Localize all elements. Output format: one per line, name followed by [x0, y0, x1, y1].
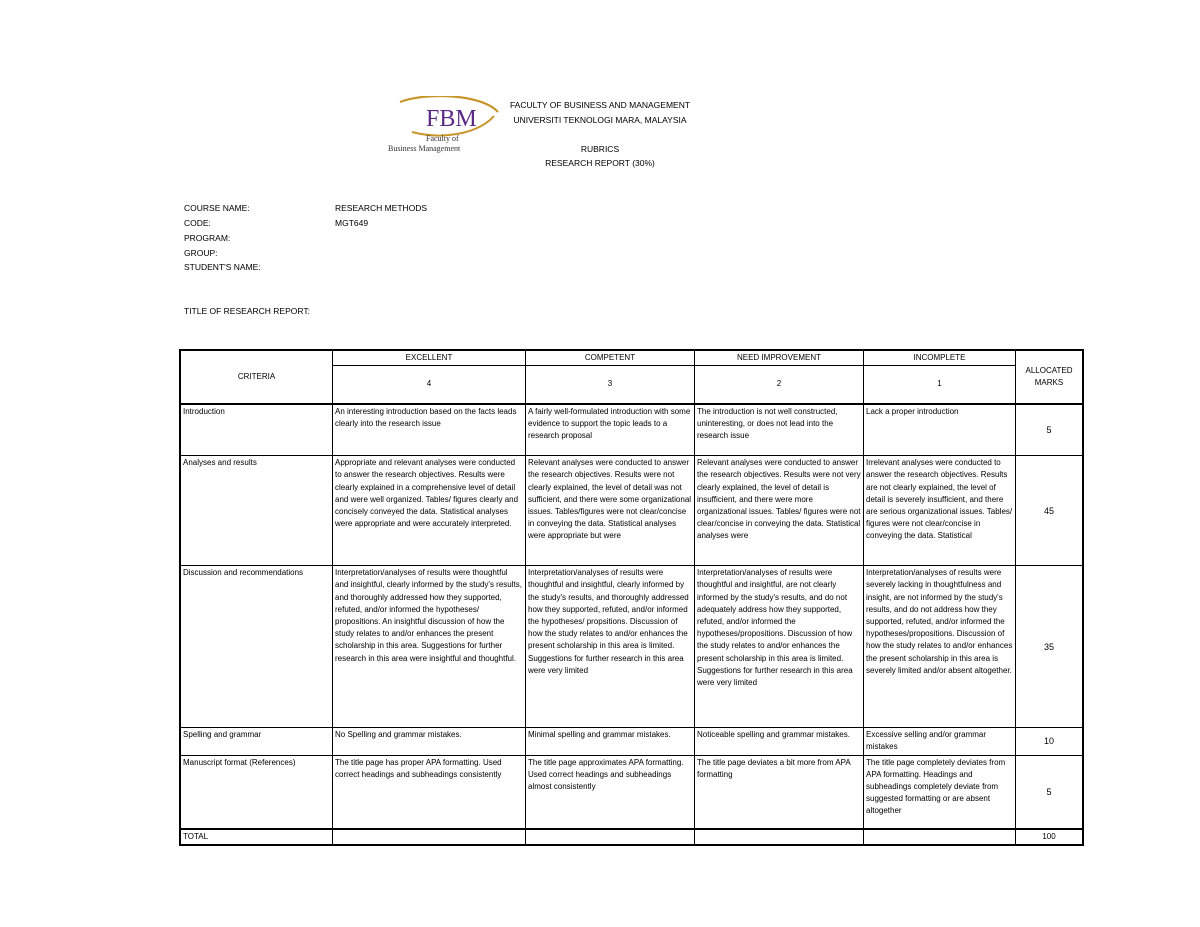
rubric-table [180, 350, 1083, 845]
need-improvement-cell: Interpretation/analyses of results were thoughtful and insightful, are not clearly informed by the study's results, and do not adequately address how they supported, refuted, and/or informed the hypotheses/propositions. Discussion of how the study relates to and/or enhances the present scholarship in this area is limited. Suggestions for further research in this area were very limited [695, 566, 864, 728]
total-label: TOTAL [181, 829, 333, 845]
competent-cell: The title page approximates APA formatting. Used correct headings and subheadings almost consistently [526, 755, 695, 829]
research-title-label: TITLE OF RESEARCH REPORT: [184, 306, 310, 316]
marks-cell: 45 [1016, 456, 1083, 566]
header-row-levels [181, 351, 1083, 366]
logo-line1: Faculty of [426, 134, 459, 143]
allocated-marks-header: ALLOCATED MARKS [1016, 351, 1083, 404]
report-title: RESEARCH REPORT (30%) [545, 158, 655, 168]
incomplete-cell: Interpretation/analyses of results were severely lacking in thoughtfulness and insight, are not informed by the study's results, and do not address how they supported, refuted, and/or informed the hypotheses/propositions. Discussion of how the study relates to and/or enhances the present scholarship in this area is severely limited and/or absent altogether. [864, 566, 1016, 728]
criteria-cell: Introduction [181, 404, 333, 456]
excellent-cell: No Spelling and grammar mistakes. [333, 728, 526, 755]
table-row [181, 404, 1083, 456]
student-name-label: STUDENT'S NAME: [184, 262, 261, 272]
excellent-cell: Interpretation/analyses of results were thoughtful and insightful, clearly informed by the study's results, and thoroughly addressed how they supported, refuted, and/or informed the hypotheses/ propositions. An insightful discussion of how the study relates to and/or enhances the present scholarship in this area. Suggestions for further research in this area were insightful and thoughtful. [333, 566, 526, 728]
marks-cell: 5 [1016, 755, 1083, 829]
table-row [181, 456, 1083, 566]
level-need-improvement: NEED IMPROVEMENT [695, 351, 864, 366]
marks-cell: 10 [1016, 728, 1083, 755]
code-value: MGT649 [335, 218, 369, 228]
table-row [181, 755, 1083, 829]
criteria-cell: Manuscript format (References) [181, 755, 333, 829]
level-excellent: EXCELLENT [333, 351, 526, 366]
total-excellent-cell [333, 829, 526, 845]
score-need-improvement: 2 [695, 366, 864, 404]
competent-cell: Minimal spelling and grammar mistakes. [526, 728, 695, 755]
need-improvement-cell: Relevant analyses were conducted to answer the research objectives. Results were not very clearly explained, the level of detail is insufficient, and there were more organizational issues. Tables/ figures were not clear/concise in conveying the data. Statistical analyses were [695, 456, 864, 566]
competent-cell: Interpretation/analyses of results were thoughtful and insightful, clearly informed by the study's results, and thoroughly addressed how they supported, refuted, and/or informed the hypotheses/ propsitions. Discussion of how the study relates to and/or enhances the present scholarship in this area is limited. Suggestions for further research in this area were very limited [526, 566, 695, 728]
marks-cell: 35 [1016, 566, 1083, 728]
table-row [181, 728, 1083, 755]
need-improvement-cell: The title page deviates a bit more from APA formatting [695, 755, 864, 829]
course-name-value: RESEARCH METHODS [335, 203, 428, 213]
marks-cell: 5 [1016, 404, 1083, 456]
level-incomplete: INCOMPLETE [864, 351, 1016, 366]
university-title: UNIVERSITI TEKNOLOGI MARA, MALAYSIA [513, 115, 687, 125]
excellent-cell: Appropriate and relevant analyses were conducted to answer the research objectives. Results were clearly explained in a comprehensive level of detail and were well organized. Tables/ figures clearly and concisely conveyed the data. Statistical analyses were appropriate and were accurately interpreted. [333, 456, 526, 566]
total-need-improvement-cell [695, 829, 864, 845]
score-competent: 3 [526, 366, 695, 404]
rubrics-title: RUBRICS [580, 144, 620, 154]
code-label: CODE: [184, 218, 211, 228]
competent-cell: Relevant analyses were conducted to answer the research objectives. Results were not clearly explained, the level of detail was not sufficient, and there were some organizational issues. Tables/figures were not clear/concise in conveying the data. Statistical analyses were appropriate but were [526, 456, 695, 566]
logo-line2: Business Management [388, 144, 461, 153]
table-row [181, 566, 1083, 728]
competent-cell: A fairly well-formulated introduction with some evidence to support the topic leads to a research proposal [526, 404, 695, 456]
criteria-cell: Analyses and results [181, 456, 333, 566]
total-marks: 100 [1016, 829, 1083, 845]
program-label: PROGRAM: [184, 233, 231, 243]
group-label: GROUP: [184, 248, 218, 258]
level-competent: COMPETENT [526, 351, 695, 366]
incomplete-cell: Irrelevant analyses were conducted to answer the research objectives. Results are not clearly explained, the level of detail is severely insufficient, and there are serious organizational issues. Tables/ figures were not clear/concise in conveying the data. Statistical [864, 456, 1016, 566]
total-row [181, 829, 1083, 845]
incomplete-cell: The title page completely deviates from APA formatting. Headings and subheadings completely deviate from suggested formatting or are absent altogether [864, 755, 1016, 829]
excellent-cell: The title page has proper APA formatting. Used correct headings and subheadings consistently [333, 755, 526, 829]
score-excellent: 4 [333, 366, 526, 404]
need-improvement-cell: The introduction is not well constructed, uninteresting, or does not lead into the research issue [695, 404, 864, 456]
course-name-label: COURSE NAME: [184, 203, 250, 213]
total-incomplete-cell [864, 829, 1016, 845]
faculty-title: FACULTY OF BUSINESS AND MANAGEMENT [509, 100, 691, 110]
total-competent-cell [526, 829, 695, 845]
criteria-cell: Spelling and grammar [181, 728, 333, 755]
excellent-cell: An interesting introduction based on the facts leads clearly into the research issue [333, 404, 526, 456]
logo-mark: FBM [426, 106, 477, 132]
incomplete-cell: Lack a proper introduction [864, 404, 1016, 456]
need-improvement-cell: Noticeable spelling and grammar mistakes. [695, 728, 864, 755]
score-incomplete: 1 [864, 366, 1016, 404]
incomplete-cell: Excessive selling and/or grammar mistakes [864, 728, 1016, 755]
criteria-header: CRITERIA [181, 351, 333, 404]
criteria-cell: Discussion and recommendations [181, 566, 333, 728]
